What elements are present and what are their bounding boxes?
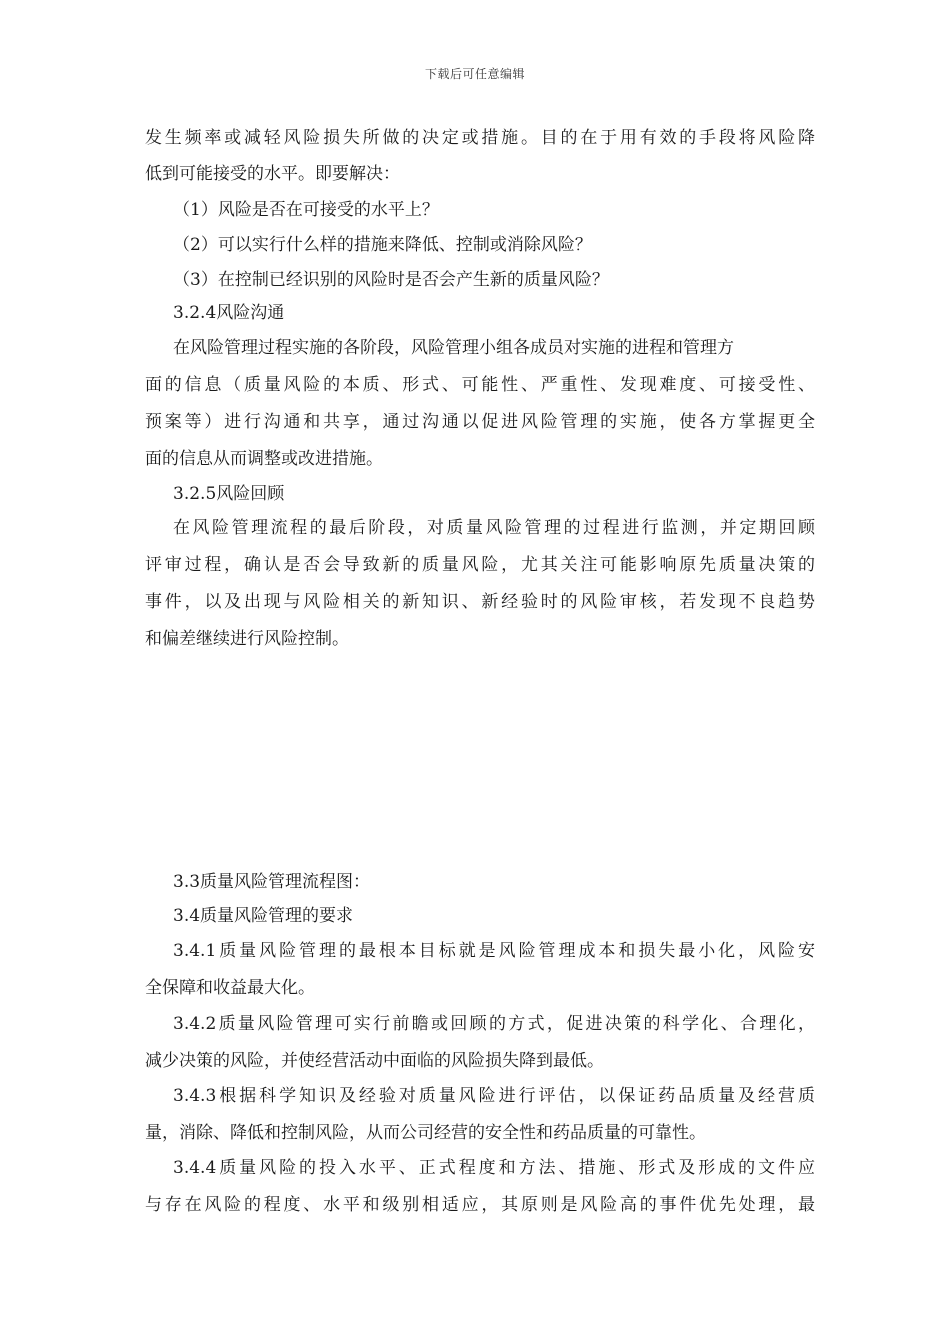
paragraph-line: 3.4.2质量风险管理可实行前瞻或回顾的方式，促进决策的科学化、合理化，	[173, 1014, 815, 1034]
section-heading: 3.3质量风险管理流程图：	[173, 872, 371, 892]
paragraph-line: 3.4.3根据科学知识及经验对质量风险进行评估，以保证药品质量及经营质	[173, 1086, 815, 1106]
section-heading: 3.2.4风险沟通	[173, 303, 285, 323]
paragraph-line: 预案等）进行沟通和共享，通过沟通以促进风险管理的实施，使各方掌握更全	[145, 412, 815, 432]
paragraph-line: 在风险管理流程的最后阶段，对质量风险管理的过程进行监测，并定期回顾	[173, 518, 815, 538]
paragraph-line: 和偏差继续进行风险控制。	[145, 629, 349, 649]
page-header: 下载后可任意编辑	[424, 67, 525, 81]
paragraph-line: 低到可能接受的水平。即要解决：	[145, 164, 400, 184]
paragraph-line: 面的信息从而调整或改进措施。	[145, 449, 383, 469]
paragraph-line: 发生频率或减轻风险损失所做的决定或措施。目的在于用有效的手段将风险降	[145, 128, 815, 148]
paragraph-line: 3.4.1质量风险管理的最根本目标就是风险管理成本和损失最小化，风险安	[173, 941, 815, 961]
paragraph-line: 评审过程，确认是否会导致新的质量风险，尤其关注可能影响原先质量决策的	[145, 555, 815, 575]
paragraph-line: 减少决策的风险，并使经营活动中面临的风险损失降到最低。	[145, 1051, 604, 1071]
paragraph-line: 3.4.4质量风险的投入水平、正式程度和方法、措施、形式及形成的文件应	[173, 1158, 815, 1178]
paragraph-line: 事件，以及出现与风险相关的新知识、新经验时的风险审核，若发现不良趋势	[145, 592, 815, 612]
list-item: （3）在控制已经识别的风险时是否会产生新的质量风险？	[173, 270, 609, 290]
section-heading: 3.4质量风险管理的要求	[173, 906, 354, 926]
paragraph-line: 在风险管理过程实施的各阶段，风险管理小组各成员对实施的进程和管理方	[173, 338, 734, 358]
paragraph-line: 面的信息（质量风险的本质、形式、可能性、严重性、发现难度、可接受性、	[145, 375, 815, 395]
paragraph-line: 全保障和收益最大化。	[145, 978, 315, 998]
paragraph-line: 与存在风险的程度、水平和级别相适应，其原则是风险高的事件优先处理，最	[145, 1195, 815, 1215]
list-item: （2）可以实行什么样的措施来降低、控制或消除风险？	[173, 235, 592, 255]
list-item: （1）风险是否在可接受的水平上？	[173, 200, 439, 220]
section-heading: 3.2.5风险回顾	[173, 484, 285, 504]
paragraph-line: 量，消除、降低和控制风险，从而公司经营的安全性和药品质量的可靠性。	[145, 1123, 706, 1143]
